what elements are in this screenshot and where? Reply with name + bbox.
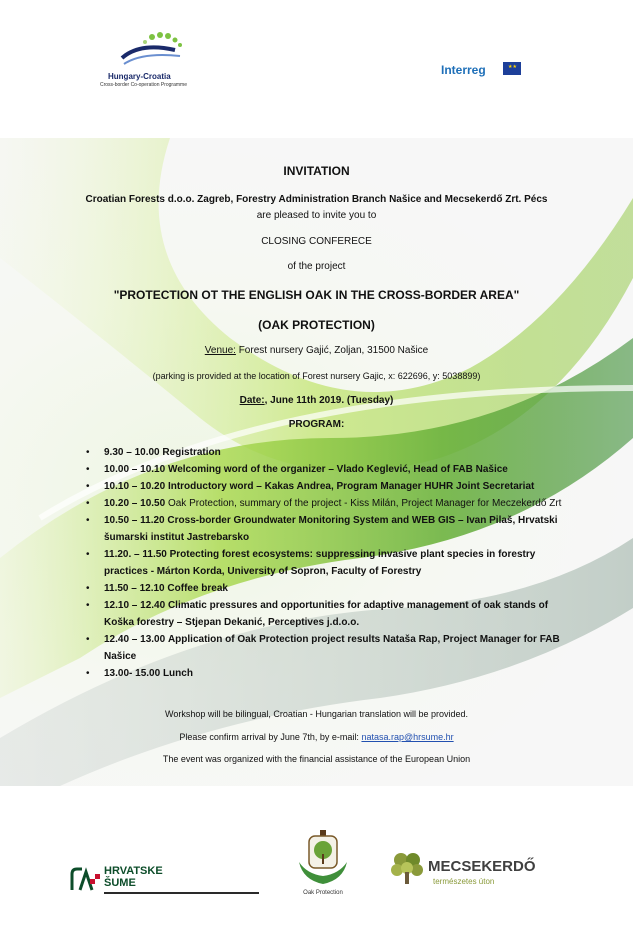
invitation-heading: INVITATION <box>283 164 350 178</box>
confirm-text: Please confirm arrival by June 7th, by e-mail: <box>179 732 362 742</box>
program-description: Registration <box>162 447 221 458</box>
programme-title: Hungary-Croatia <box>108 72 171 81</box>
program-time: 9.30 – 10.00 <box>104 447 160 458</box>
hrvatske-sume-underline <box>104 892 259 894</box>
oak-protection-label: Oak Protection <box>303 890 343 896</box>
program-heading: PROGRAM: <box>288 419 345 430</box>
program-description: Protecting forest ecosystems: suppressing invasive plant species in forestry practices - Márton Korda, University of Sopron, Faculty of Forestry <box>104 549 536 577</box>
funding-note: The event was organized with the financial assistance of the European Union <box>162 754 471 764</box>
programme-subtitle: Cross-border Co-operation Programme <box>100 82 187 88</box>
program-list <box>86 444 576 682</box>
hrvatske-sume-logo <box>68 866 260 896</box>
program-time: 12.40 – 13.00 <box>104 634 166 645</box>
mecsekerdo-tagline: természetes úton <box>433 877 495 886</box>
mecsekerdo-name: MECSEKERDŐ <box>428 858 536 875</box>
program-description: Welcoming word of the organizer – Vlado Keglević, Head of FAB Našice <box>167 464 508 475</box>
program-description: Introductory word – Kakas Andrea, Program Manager HUHR Joint Secretariat <box>167 481 535 492</box>
date-value: , June 11th 2019. (Tuesday) <box>264 395 394 406</box>
programme-swoosh-icon <box>120 28 190 70</box>
program-item <box>86 631 576 665</box>
program-item <box>86 580 576 597</box>
program-time: 10.10 – 10.20 <box>104 481 166 492</box>
interreg-logo: Interreg <box>441 63 486 77</box>
parking-note: (parking is provided at the location of Forest nursery Gajic, x: 622696, y: 5038899) <box>152 371 481 381</box>
program-item <box>86 495 576 512</box>
bilingual-note: Workshop will be bilingual, Croatian - Hungarian translation will be provided. <box>165 709 468 719</box>
program-time: 10.50 – 11.20 <box>104 515 165 526</box>
date-label: Date: <box>239 395 265 406</box>
invite-line: are pleased to invite you to <box>256 210 377 221</box>
invitation-banner <box>0 138 633 786</box>
program-time: 12.10 – 12.40 <box>104 600 166 611</box>
program-time: 10.20 – 10.50 <box>104 498 166 509</box>
event-type: CLOSING CONFERECE <box>261 236 372 247</box>
program-description: Lunch <box>162 668 193 679</box>
program-description: Coffee break <box>167 583 228 594</box>
email-link[interactable]: natasa.rap@hrsume.hr <box>361 732 454 742</box>
program-time: 11.20. – 11.50 <box>104 549 167 560</box>
program-description: Climatic pressures and opportunities for adaptive management of oak stands of Koška forestry – Stjepan Dekanić, Perceptives j.d.o.o. <box>104 600 549 628</box>
partner-logos <box>0 786 633 929</box>
program-time: 13.00- 15.00 <box>104 668 161 679</box>
hosts-line: Croatian Forests d.o.o. Zagreb, Forestry Administration Branch Našice and Mecsekerdő Zrt. Pécs <box>85 194 548 205</box>
venue-label: Venue: <box>204 345 236 356</box>
header-logos <box>0 0 633 138</box>
eu-flag-icon: ★★ <box>503 62 521 75</box>
program-description: Cross-border Groundwater Monitoring System and WEB GIS – Ivan Pilaš, Hrvatski šumarski institut Jastrebarsko <box>104 515 558 543</box>
project-short-name: (OAK PROTECTION) <box>258 318 375 332</box>
program-item <box>86 461 576 478</box>
hrvatske-sume-name: HRVATSKE ŠUME <box>104 865 163 889</box>
venue-value: Forest nursery Gajić, Zoljan, 31500 Našice <box>235 345 429 356</box>
mecsekerdo-tree-icon <box>389 850 425 886</box>
program-time: 11.50 – 12.10 <box>104 583 165 594</box>
venue-line <box>0 345 633 356</box>
program-description: Oak Protection, summary of the project - Kiss Milán, Project Manager for Meczekerdő Zrt <box>167 498 562 509</box>
program-item <box>86 478 576 495</box>
program-item <box>86 546 576 580</box>
of-project-line: of the project <box>287 261 346 272</box>
program-item <box>86 512 576 546</box>
confirm-line <box>0 732 633 742</box>
mecsekerdo-logo <box>389 850 536 891</box>
hrvatske-sume-emblem-icon <box>68 866 104 894</box>
program-item <box>86 665 576 682</box>
date-line <box>0 395 633 406</box>
program-item <box>86 444 576 461</box>
program-item <box>86 597 576 631</box>
program-description: Application of Oak Protection project results Nataša Rap, Project Manager for FAB Našice <box>104 634 560 662</box>
program-time: 10.00 – 10.10 <box>104 464 166 475</box>
project-title: "PROTECTION OT THE ENGLISH OAK IN THE CROSS-BORDER AREA" <box>113 288 520 302</box>
hungary-croatia-logo <box>100 28 210 98</box>
oak-tree-icon <box>293 828 353 890</box>
oak-protection-logo <box>293 828 353 906</box>
